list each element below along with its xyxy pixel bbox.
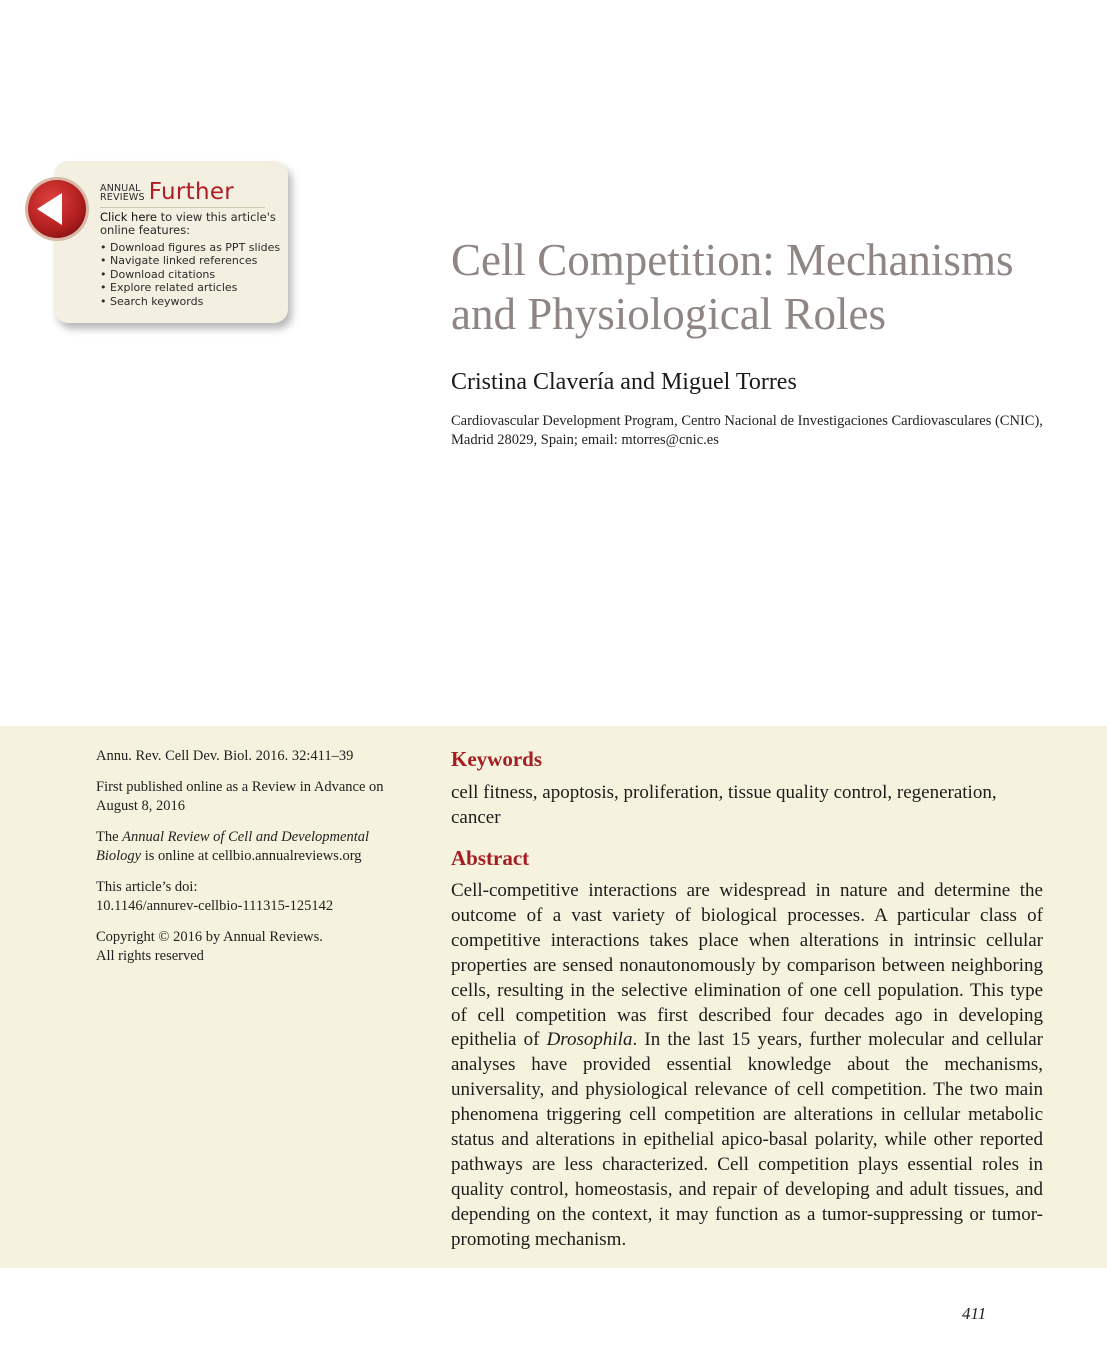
- copyright: Copyright © 2016 by Annual Reviews.: [96, 929, 323, 945]
- badge-feature-list: [100, 241, 285, 308]
- badge-click-here[interactable]: Click here to view this article's online features:: [100, 210, 276, 237]
- article-authors: Cristina Clavería and Miguel Torres: [451, 369, 797, 395]
- badge-feature-item[interactable]: • Search keywords: [100, 295, 285, 308]
- abstract-text: Cell-competitive interactions are widespread in nature and determine the outcome of a vast variety of biological processes. A particular class of competitive interactions takes place when alterations in intrinsic cellular properties are sensed nonautonomously by comparison between neighboring cells, resulting in the selective elimination of one cell population. This type of cell competition was first described four decades ago in developing epithelia of Drosophila. In the last 15 years, further molecular and cellular analyses have provided essential knowledge about the mechanisms, universality, and physiological relevance of cell competition. The two main phenomena triggering cell competition are alterations in cellular metabolic status and alterations in epithelial apico-basal polarity, while other reported pathways are less characterized. Cell competition plays essential roles in quality control, homeostasis, and repair of developing and adult tissues, and depending on the context, it may function as a tumor-suppressing or tumor-promoting mechanism.: [451, 880, 1043, 1250]
- species-name: Drosophila: [546, 1029, 633, 1051]
- rights: All rights reserved: [96, 948, 204, 964]
- journal-name: Annual Review of Cell and Developmental Biology: [96, 829, 370, 864]
- back-arrow-circle-icon[interactable]: [24, 176, 90, 242]
- annual-reviews-logo: ANNUAL REVIEWS: [100, 183, 145, 203]
- badge-feature-item[interactable]: • Download figures as PPT slides: [100, 241, 285, 254]
- badge-feature-item[interactable]: • Explore related articles: [100, 281, 285, 294]
- article-title: Cell Competition: Mechanisms and Physiological Roles: [451, 235, 1014, 339]
- copyright-block: [96, 928, 416, 966]
- badge-feature-item[interactable]: • Download citations: [100, 268, 285, 281]
- badge-header: [100, 178, 285, 204]
- article-metadata: [96, 747, 416, 978]
- doi-value[interactable]: 10.1146/annurev-cellbio-111315-125142: [96, 898, 334, 914]
- author-affiliation: Cardiovascular Development Program, Centro Nacional de Investigaciones Cardiovasculares (CNIC), Madrid 28029, Spain; email: mtorres@cnic.es: [451, 413, 1043, 448]
- keywords-heading: Keywords: [451, 747, 542, 771]
- journal-online: The Annual Review of Cell and Developmental Biology is online at cellbio.annualreviews.org: [96, 829, 370, 864]
- page-number: 411: [962, 1304, 987, 1323]
- keywords-text: cell fitness, apoptosis, proliferation, tissue quality control, regeneration, cancer: [451, 782, 997, 828]
- badge-divider: [100, 207, 265, 208]
- citation: Annu. Rev. Cell Dev. Biol. 2016. 32:411–39: [96, 748, 354, 764]
- further-label: Further: [148, 179, 235, 205]
- click-here-link[interactable]: Click here: [100, 210, 157, 224]
- publication-date: First published online as a Review in Advance on August 8, 2016: [96, 779, 384, 814]
- badge-content: [100, 178, 285, 308]
- badge-feature-item[interactable]: • Navigate linked references: [100, 254, 285, 267]
- abstract-heading: Abstract: [451, 846, 530, 870]
- doi-block: [96, 878, 416, 916]
- doi-label: This article’s doi:: [96, 879, 198, 895]
